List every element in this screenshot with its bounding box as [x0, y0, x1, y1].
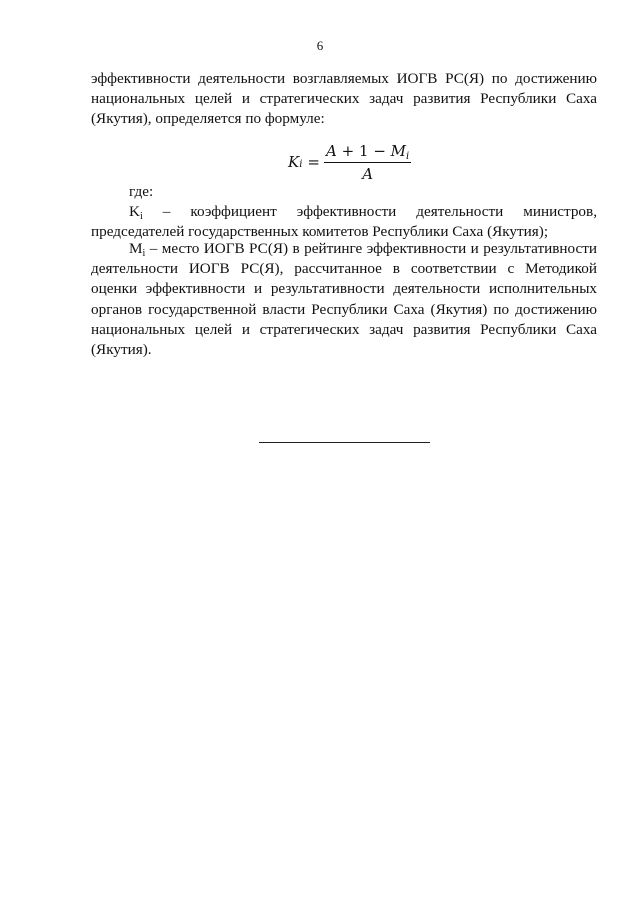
- definition-m-symbol: M: [129, 240, 143, 257]
- closing-rule: [259, 442, 430, 443]
- intro-paragraph: [91, 69, 597, 130]
- intro-line-3: (Якутия), определяется по формуле:: [91, 110, 325, 128]
- definition-m-text: – место ИОГВ РС(Я) в рейтинге эффективности и результативности деятельности ИОГВ РС(Я), рассчитанное в соответствии с Методикой оценки эффективности и результативности деятельности исполнительных органов государственной власти Республики Саха (Якутия) по достижению национальных целей и стратегических задач развития Республики Саха (Якутия).: [91, 240, 597, 359]
- definition-k-symbol: K: [129, 203, 140, 220]
- formula-numerator: [324, 142, 411, 163]
- formula-lhs-symbol: K: [288, 153, 300, 171]
- page-number: 6: [316, 38, 324, 53]
- definition-m-paragraph: [91, 239, 597, 360]
- formula: [288, 140, 411, 184]
- definition-k: [91, 202, 597, 242]
- formula-num-a: A: [326, 141, 337, 160]
- definition-m-subscript: i: [142, 248, 146, 259]
- formula-fraction: [324, 142, 411, 183]
- formula-lhs: K i: [288, 153, 303, 171]
- formula-num-m: M: [390, 141, 407, 160]
- where-label: где:: [129, 183, 154, 200]
- formula-denominator: A: [362, 164, 374, 183]
- definition-m: [91, 239, 597, 360]
- definition-k-subscript: i: [139, 211, 143, 222]
- formula-num-minus: −: [373, 141, 386, 160]
- definition-k-line-2: председателей государственных комитетов Республики Саха (Якутия);: [91, 223, 549, 241]
- definition-k-text-1: – коэффициент эффективности деятельности министров,: [142, 203, 597, 220]
- formula-num-one: 1: [358, 141, 369, 160]
- formula-num-m-subscript: i: [406, 150, 410, 162]
- formula-num-plus: +: [341, 141, 355, 160]
- intro-line-1: эффективности деятельности возглавляемых ИОГВ РС(Я) по достижению: [91, 70, 597, 87]
- intro-line-2: национальных целей и стратегических задач развития Республики Саха: [91, 90, 597, 108]
- definition-k-line-1: [91, 202, 597, 222]
- formula-equals: =: [307, 153, 320, 171]
